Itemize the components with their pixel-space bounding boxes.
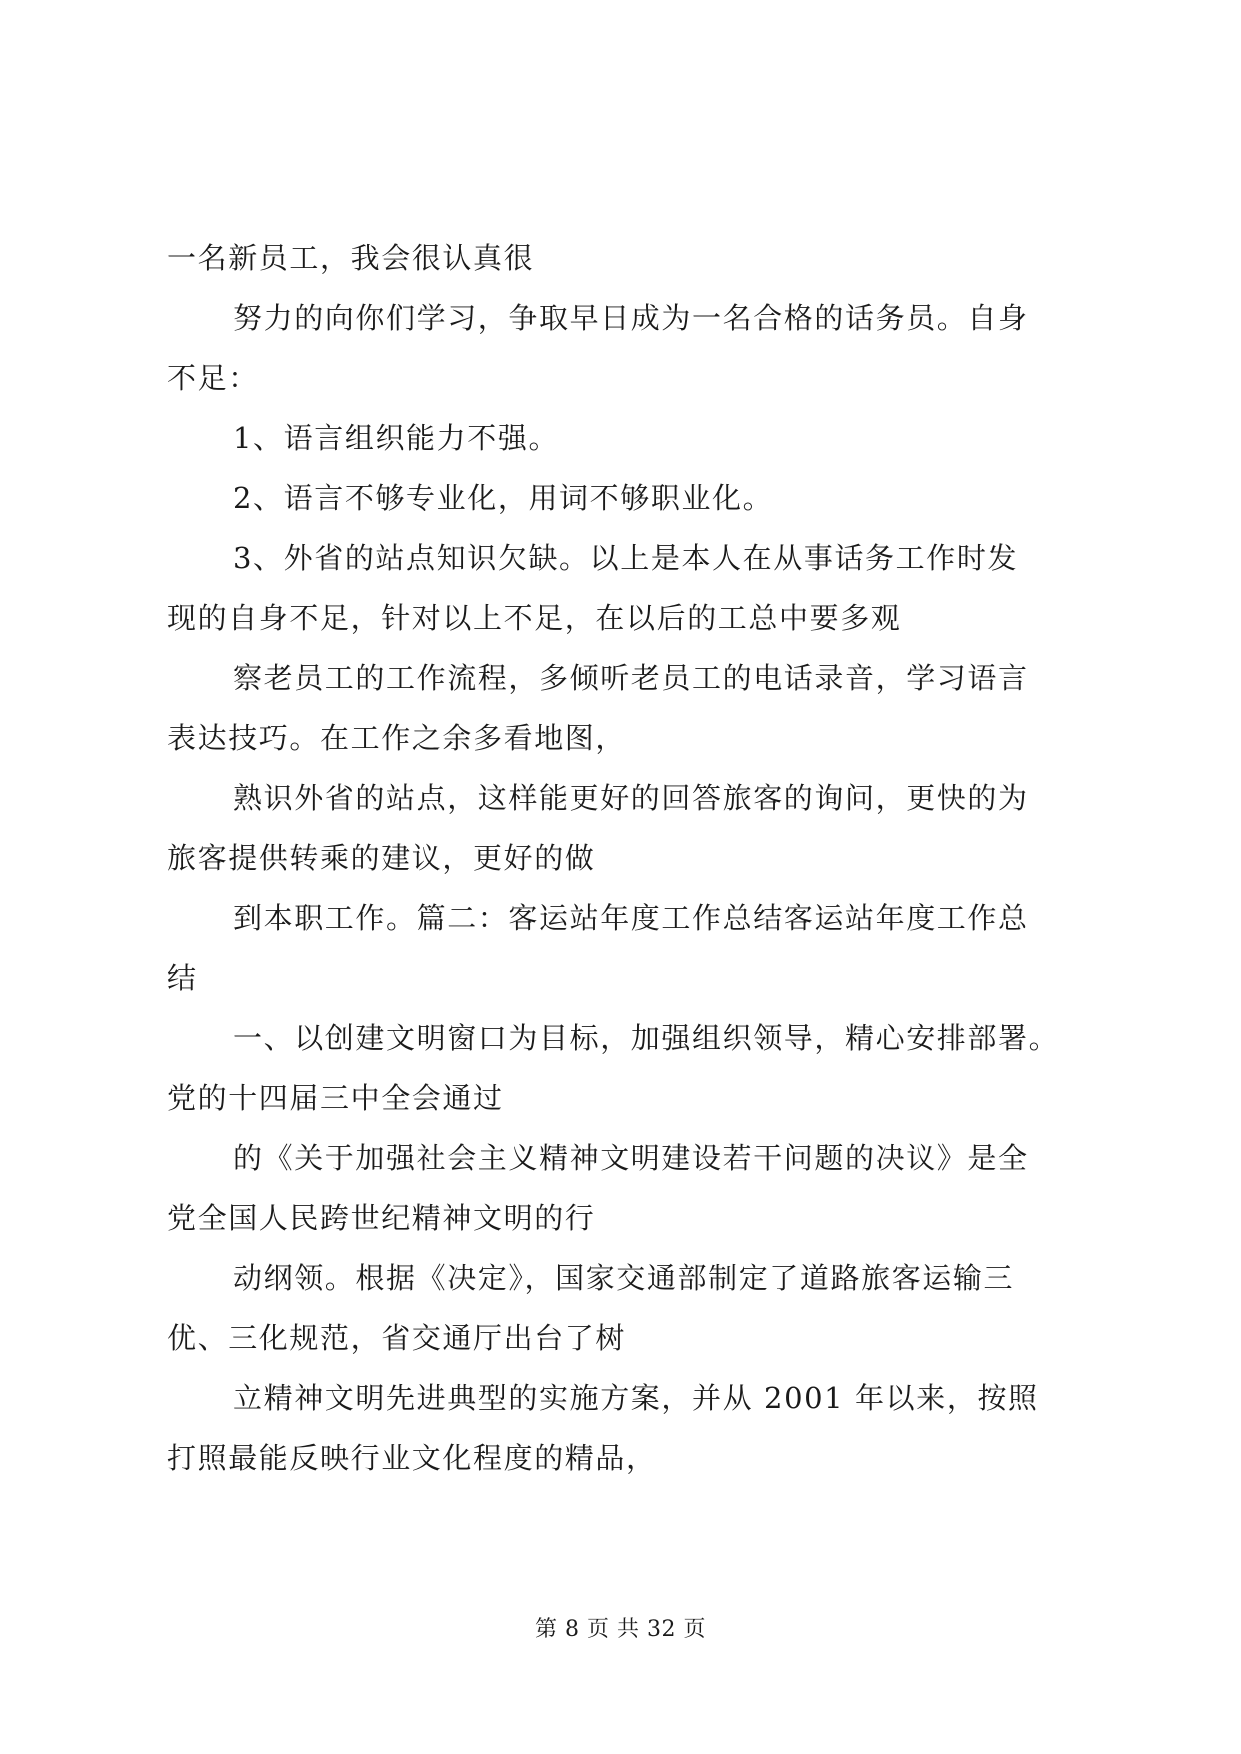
text-line: 到本职工作。篇二：客运站年度工作总结客运站年度工作总 [233,901,1029,935]
text-line: 一名新员工，我会很认真很 [167,241,535,275]
text-line: 表达技巧。在工作之余多看地图， [167,721,627,755]
text-line: 熟识外省的站点，这样能更好的回答旅客的询问，更快的为 [233,781,1029,815]
text-line: 打照最能反映行业文化程度的精品， [167,1441,657,1475]
page-number-footer: 第 8 页 共 32 页 [535,1617,706,1642]
text-line: 党的十四届三中全会通过 [167,1081,504,1115]
text-line: 立精神文明先进典型的实施方案，并从 2001 年以来，按照 [233,1381,1039,1415]
text-line: 不足： [167,361,259,395]
document-body [167,228,1087,1488]
text-line: 动纲领。根据《决定》，国家交通部制定了道路旅客运输三 [233,1261,1015,1295]
text-line: 现的自身不足，针对以上不足，在以后的工总中要多观 [167,601,902,635]
text-line: 努力的向你们学习，争取早日成为一名合格的话务员。自身 [233,301,1029,335]
text-line: 1、语言组织能力不强。 [233,421,560,455]
text-line: 一、以创建文明窗口为目标，加强组织领导，精心安排部署。 [233,1021,1060,1055]
text-line: 3、外省的站点知识欠缺。以上是本人在从事话务工作时发 [233,541,1019,575]
text-line: 优、三化规范，省交通厅出台了树 [167,1321,627,1355]
text-line: 结 [167,961,198,995]
text-line: 旅客提供转乘的建议，更好的做 [167,841,596,875]
text-line: 的《关于加强社会主义精神文明建设若干问题的决议》是全 [233,1141,1029,1175]
text-line: 2、语言不够专业化，用词不够职业化。 [233,481,774,515]
text-line: 党全国人民跨世纪精神文明的行 [167,1201,596,1235]
text-line: 察老员工的工作流程，多倾听老员工的电话录音，学习语言 [233,661,1029,695]
